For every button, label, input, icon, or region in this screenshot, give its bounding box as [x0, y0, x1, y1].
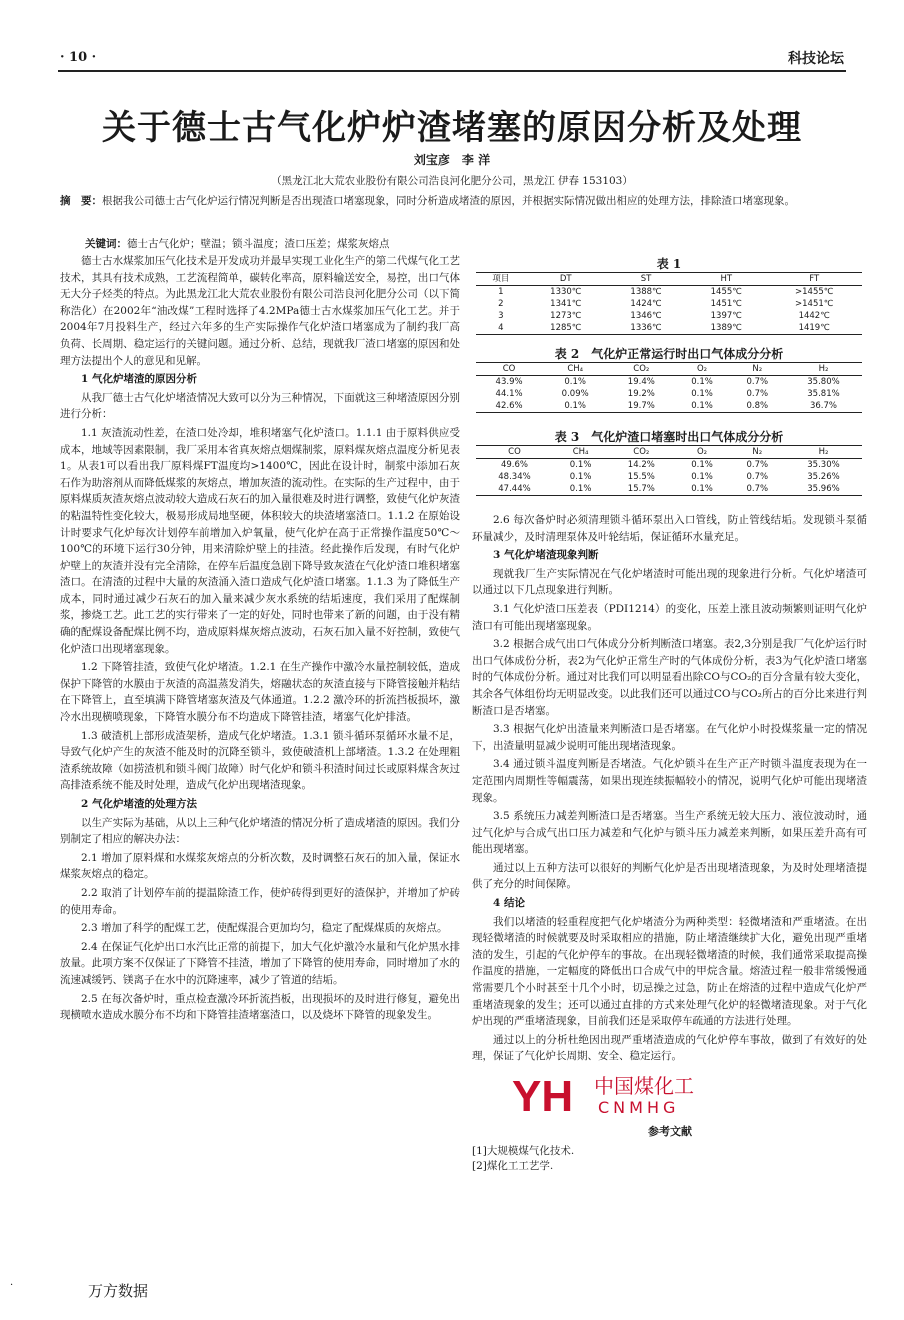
table-row [476, 322, 862, 335]
table-header-cell: N₂ [730, 363, 785, 376]
paragraph: 2.3 增加了科学的配煤工艺，使配煤混合更加均匀，稳定了配煤煤质的灰熔点。 [81, 922, 448, 935]
table-row [476, 483, 862, 496]
paragraph: 2.4 在保证气化炉出口水汽比正常的前提下，加大气化炉激冷水量和气化炉黑水排放量。此项方案不仅保证了下降管不挂渣，增加了下降管的使用寿命，同时增加了水的流速减缓钙、镁离子在水中的沉降速率，减少了管道的结垢。 [60, 940, 460, 986]
table-header-cell: HT [686, 273, 766, 286]
table-cell: 49.6% [500, 460, 528, 470]
table-header-cell: CO [476, 363, 542, 376]
table-cell: 1 [498, 287, 504, 297]
table-cell: 1346℃ [630, 311, 662, 321]
authors: 刘宝彦 李 洋 [413, 153, 491, 167]
table-cell: 0.7% [730, 483, 785, 496]
table-cell: 35.26% [807, 472, 840, 482]
article-title: 关于德士古气化炉炉渣堵塞的原因分析及处理 [102, 108, 802, 148]
table-cell: 15.7% [608, 483, 674, 496]
table-3 [476, 428, 862, 496]
table-cell: 1397℃ [710, 311, 742, 321]
table-header-cell: H₂ [785, 446, 862, 459]
table-cell: 0.7% [746, 472, 769, 482]
table-cell: 47.44% [476, 483, 553, 496]
column-name: 科技论坛 [788, 51, 844, 67]
table-cell: 1419℃ [766, 322, 862, 335]
table-cell: 0.1% [691, 377, 713, 387]
table-1-grid [476, 272, 862, 335]
references-list [472, 1143, 574, 1173]
table-cell: 48.34% [498, 472, 531, 482]
keywords [85, 236, 465, 253]
table-cell: 44.1% [495, 389, 523, 399]
header-rule [58, 70, 846, 72]
section-heading: 4 结论 [493, 897, 525, 910]
table-header-cell: CO₂ [608, 446, 674, 459]
paragraph: 3.1 气化炉渣口压差表（PDI1214）的变化，压差上涨且波动频繁则证明气化炉渣口有可能出现堵塞现象。 [472, 602, 867, 632]
table-cell: 35.80% [807, 377, 840, 387]
paragraph: 通过以上的分析杜绝因出现严重堵渣造成的气化炉停车事故，做到了有效好的处理，保证了气化炉长周期、安全、稳定运行。 [472, 1033, 867, 1063]
paragraph: 1.3 破渣机上部形成渣架桥，造成气化炉堵渣。1.3.1 锁斗循环泵循环水量不足，导致气化炉产生的灰渣不能及时的沉降至锁斗，致使破渣机上部堵渣。1.3.2 在处理粗渣系统故障（如捞渣机和锁斗阀门故障）时气化炉和锁斗积渣时间过长或原料煤含灰过高排渣系统不能及时处理，造成气化炉出现堵渣现象。 [60, 729, 460, 792]
table-cell: 1424℃ [630, 299, 662, 309]
table-row [476, 298, 862, 310]
table-cell: 0.1% [691, 460, 713, 470]
table-header-cell: H₂ [785, 363, 862, 376]
paragraph: 3.5 系统压力减差判断渣口是否堵塞。当生产系统无较大压力、液位波动时，通过气化炉与合成气出口压力减差和气化炉与锁斗压力减差来判断，如果压差升高有可能出现堵塞。 [472, 810, 867, 856]
paragraph: 1.2 下降管挂渣，致使气化炉堵渣。1.2.1 在生产操作中激冷水量控制较低，造成保护下降管的水膜由于灰渣的高温蒸发消失，熔融状态的灰渣直接与下降管接触并粘结在下降管上，直至填满下降管堵塞灰渣及气体通道。1.2.2 激冷环的折流挡板损坏，激冷水出现横喷现象，下降管水膜分布不均造成下降管挂渣，堵塞气化炉排渣。 [60, 661, 460, 724]
table-cell: 1451℃ [710, 299, 742, 309]
table-cell: 0.1% [564, 377, 586, 387]
paragraph: 2.1 增加了原料煤和水煤浆灰熔点的分析次数，及时调整石灰石的加入量，保证水煤浆灰熔点的稳定。 [60, 851, 460, 881]
table-cell: 1273℃ [550, 311, 582, 321]
watermark-line1: 中国煤化工 [594, 1074, 694, 1098]
paragraph: 我们以堵渣的轻重程度把气化炉堵渣分为两种类型：轻微堵渣和严重堵渣。在出现轻微堵渣的时候就要及时采取相应的措施，防止堵渣继续扩大化，避免出现严重堵渣的发生，引起的气化炉停车的事故。在出现轻微堵渣的时候，我们通常采取提高操作温度的措施，一定幅度的降低出口合成气中的甲烷含量。熔渣过程一般非常缓慢通常需要几个小时甚至十几个小时，切忌操之过急，防止在熔渣的过程中造成气化炉严重堵渣现象的发生；还可以通过直排的方式来处理气化炉的轻微堵渣现象。对于气化炉出现的严重堵渣现象，目前我们还是采取停车疏通的方法进行处理。 [472, 915, 867, 1028]
table-header-cell: ST [606, 273, 686, 286]
table-cell: 42.6% [476, 400, 542, 413]
paragraph: 1.1 灰渣流动性差，在渣口处冷却，堆积堵塞气化炉渣口。1.1.1 由于原料供应受成本，地域等因素限制，我厂采用本省真灰熔点烟煤制浆，原料煤灰熔点温度分析见表1。从表1可以看出我厂原料煤FT温度均>1400℃，因此在设计时，制浆中添加石灰石作为助溶剂从而降低煤浆的灰熔点，增加灰渣的流动性。在实际的生产过程中，由于原料煤质灰渣灰熔点波动较大造成石灰石的加入量很难及时进行调整，致使气化炉灰渣的粘温特性变化较大，极易形成局地坚硬，体积较大的块渣堵塞渣口。1.1.2 在原始设计时要求气化炉每次计划停车前增加入炉氧量，使气化炉在高于正常操作温度50℃～100℃的环境下运行30分钟，用来清除炉壁上的挂渣。经此操作后发现，有时气化炉炉壁上的灰渣并没有完全清除，在停车后温度急剧下降导致灰渣在气化炉渣口堆积堵塞渣口。在清渣的过程中大量的灰渣涌入渣口造成气化炉渣口堵塞。1.1.3 为了降低生产成本，同时通过减少石灰石的加入量来减少灰水系统的结垢速度，我们采用了配煤制浆，掺烧工艺。此工艺的实行带来了一定的好处，同时也带来了新的问题，由于没有精确的配煤设备配煤比例不均，造成原料煤灰熔点波动，石灰石加入量不好控制，致使气化炉渣口出现堵塞现象。 [60, 426, 460, 655]
paragraph: 以生产实际为基础，从以上三种气化炉堵渣的情况分析了造成堵渣的原因。我们分别制定了相应的解决办法： [60, 816, 460, 846]
right-column [472, 512, 867, 1067]
watermark-logo-graphic [508, 1069, 718, 1119]
table-cell: 0.7% [746, 377, 769, 387]
paragraph: 德士古水煤浆加压气化技术是开发成功并最早实现工业化生产的第二代煤气化工艺技术，其具有技术成熟，工艺流程简单，碳转化率高，原料输送安全，易控，出口气体无大分子烃类的特点。为此黑龙江北大荒农业股份有限公司浩良河化肥分公司（以下简称浩化）在2002年“油改煤”工程时选择了4.2MPa德士古水煤浆加压气化工艺。并于2004年7月投料生产，经过六年多的生产实际操作气化炉渣口堵塞成为了制约我厂高负荷、长周期、稳定运行的关键问题。通过分析、总结，现就我厂渣口堵塞的原因和处理方法提出个人的意见和见解。 [60, 255, 460, 367]
keywords-label: 关键词： [85, 238, 127, 250]
table-cell: 43.9% [495, 377, 523, 387]
table-header-cell: CH₄ [553, 446, 608, 459]
paragraph: 3.4 通过锁斗温度判断是否堵渣。气化炉锁斗在生产正产时锁斗温度表现为在一定范围内周期性等幅震荡，如果出现连续振幅较小的情况，说明气化炉可能出现堵渣现象。 [472, 758, 867, 804]
paragraph: 3.3 根据气化炉出渣量来判断渣口是否堵塞。在气化炉小时投煤浆量一定的情况下，出渣量明显减少说明可能出现堵渣现象。 [472, 723, 867, 752]
table-cell: 2 [498, 299, 504, 309]
paragraph: 2.6 每次备炉时必须清理锁斗循环泵出入口管线，防止管线结垢。发现锁斗泵循环量减少，及时清理泵体及叶轮结垢，保证循环水量充足。 [472, 514, 867, 543]
paragraph: 通过以上五种方法可以很好的判断气化炉是否出现堵渣现象，为及时处理堵渣提供了充分的时间保障。 [472, 861, 867, 891]
table-cell: 35.30% [807, 460, 840, 470]
table-cell: 4 [476, 322, 526, 335]
table-cell: 1388℃ [630, 287, 662, 297]
table-cell: 35.96% [785, 483, 862, 496]
table-cell: 14.2% [627, 460, 655, 470]
table-cell: 0.1% [674, 400, 729, 413]
table-row [476, 310, 862, 322]
table-header-cell: CO [476, 446, 553, 459]
footer-source: 万方数据 [88, 1282, 149, 1300]
table-row [476, 459, 862, 472]
table-cell: >1455℃ [795, 287, 834, 297]
table-cell: 35.81% [807, 389, 840, 399]
table-header-cell: CO₂ [608, 363, 674, 376]
table-row [476, 388, 862, 400]
table-header-cell: FT [766, 273, 862, 286]
table-header-cell: CH₄ [542, 363, 608, 376]
references-heading: 参考文献 [648, 1125, 692, 1138]
table-row [476, 376, 862, 389]
table-2 [476, 345, 862, 413]
watermark-mark: YH [512, 1072, 574, 1119]
table-header-cell: O₂ [674, 363, 729, 376]
abstract-label: 摘 要： [60, 195, 102, 207]
footer-dot: · [10, 1280, 14, 1291]
page-number: · 10 · [60, 50, 97, 65]
table-cell: 0.1% [691, 472, 713, 482]
table-cell: 0.1% [691, 389, 713, 399]
abstract-text: 根据我公司德士古气化炉运行情况判断是否出现渣口堵塞现象，同时分析造成堵渣的原因，并根据实际情况做出相应的处理方法，排除渣口堵塞现象。 [102, 195, 795, 207]
table-cell: 1341℃ [550, 299, 582, 309]
affiliation: （黑龙江北大荒农业股份有限公司浩良河化肥分公司，黑龙江 伊春 153103） [271, 175, 633, 187]
table-3-grid [476, 445, 862, 496]
watermark-line2: CNMHG [598, 1098, 680, 1117]
table-header-cell: O₂ [674, 446, 729, 459]
table-cell: 1285℃ [526, 322, 606, 335]
table-cell: 19.4% [627, 377, 655, 387]
table-header-cell: 项目 [476, 273, 526, 286]
abstract [60, 193, 855, 210]
watermark-logo [508, 1069, 718, 1119]
table-row [476, 400, 862, 413]
table-cell: 1455℃ [710, 287, 742, 297]
table-cell: 19.2% [627, 389, 655, 399]
table-cell: 1442℃ [798, 311, 830, 321]
table-cell: 1389℃ [686, 322, 766, 335]
paragraph: 2.5 在每次备炉时，重点检查激冷环折流挡板，出现损坏的及时进行修复，避免出现横喷水造成水膜分布不均和下降管挂渣堵塞渣口，以及烧坏下降管的现象发生。 [60, 992, 460, 1022]
paragraph: 现就我厂生产实际情况在气化炉堵渣时可能出现的现象进行分析。气化炉堵渣可以通过以下几点现象进行判断。 [472, 567, 867, 597]
table-3-title: 表 3 气化炉渣口堵塞时出口气体成分分析 [554, 430, 784, 444]
table-cell: 1336℃ [606, 322, 686, 335]
table-2-grid [476, 362, 862, 413]
section-heading: 2 气化炉堵渣的处理方法 [81, 798, 197, 810]
table-cell: 0.1% [542, 400, 608, 413]
table-cell: 0.1% [569, 460, 592, 470]
table-1 [476, 255, 862, 335]
table-cell: 0.8% [730, 400, 785, 413]
table-cell: 0.1% [569, 472, 592, 482]
table-cell: >1451℃ [795, 299, 834, 309]
table-cell: 3 [498, 311, 504, 321]
left-column [60, 253, 460, 1026]
table-cell: 0.7% [746, 460, 769, 470]
table-cell: 0.1% [674, 483, 729, 496]
table-1-title: 表 1 [656, 257, 682, 271]
table-header-cell: DT [526, 273, 606, 286]
table-row [476, 471, 862, 483]
table-cell: 0.1% [553, 483, 608, 496]
table-row [476, 286, 862, 299]
table-cell: 0.7% [746, 389, 769, 399]
table-cell: 36.7% [785, 400, 862, 413]
section-heading: 1 气化炉堵渣的原因分析 [81, 373, 197, 386]
reference-item: [1]大规模煤气化技术. [472, 1145, 575, 1157]
paragraph: 3.2 根据合成气出口气体成分分析判断渣口堵塞。表2,3分别是我厂气化炉运行时出口气体成份分析，表2为气化炉正常生产时的气体成份分析，表3为气化炉渣口堵塞时的气体成份分析。通过对比我们可以明显看出除CO与CO₂的百分含量有较大变化，其余各气体组份均无明显改变。以此我们还可以通过CO与CO₂所占的百分比来进行判断渣口是否堵塞。 [472, 638, 867, 717]
paragraph: 从我厂德士古气化炉堵渣情况大致可以分为三种情况，下面就这三种堵渣原因分别进行分析： [60, 391, 460, 421]
table-cell: 1330℃ [550, 287, 582, 297]
reference-item: [2]煤化工工艺学. [472, 1160, 554, 1172]
paragraph: 2.2 取消了计划停车前的提温除渣工作，使炉砖得到更好的渣保护，并增加了炉砖的使用寿命。 [60, 886, 460, 916]
section-heading: 3 气化炉堵渣现象判断 [493, 549, 599, 562]
table-cell: 19.7% [608, 400, 674, 413]
table-cell: 0.09% [561, 389, 589, 399]
table-2-title: 表 2 气化炉正常运行时出口气体成分分析 [554, 347, 784, 361]
table-header-cell: N₂ [730, 446, 785, 459]
table-cell: 15.5% [627, 472, 655, 482]
keywords-text: 德士古气化炉；壁温；锁斗温度；渣口压差；煤浆灰熔点 [127, 238, 390, 250]
